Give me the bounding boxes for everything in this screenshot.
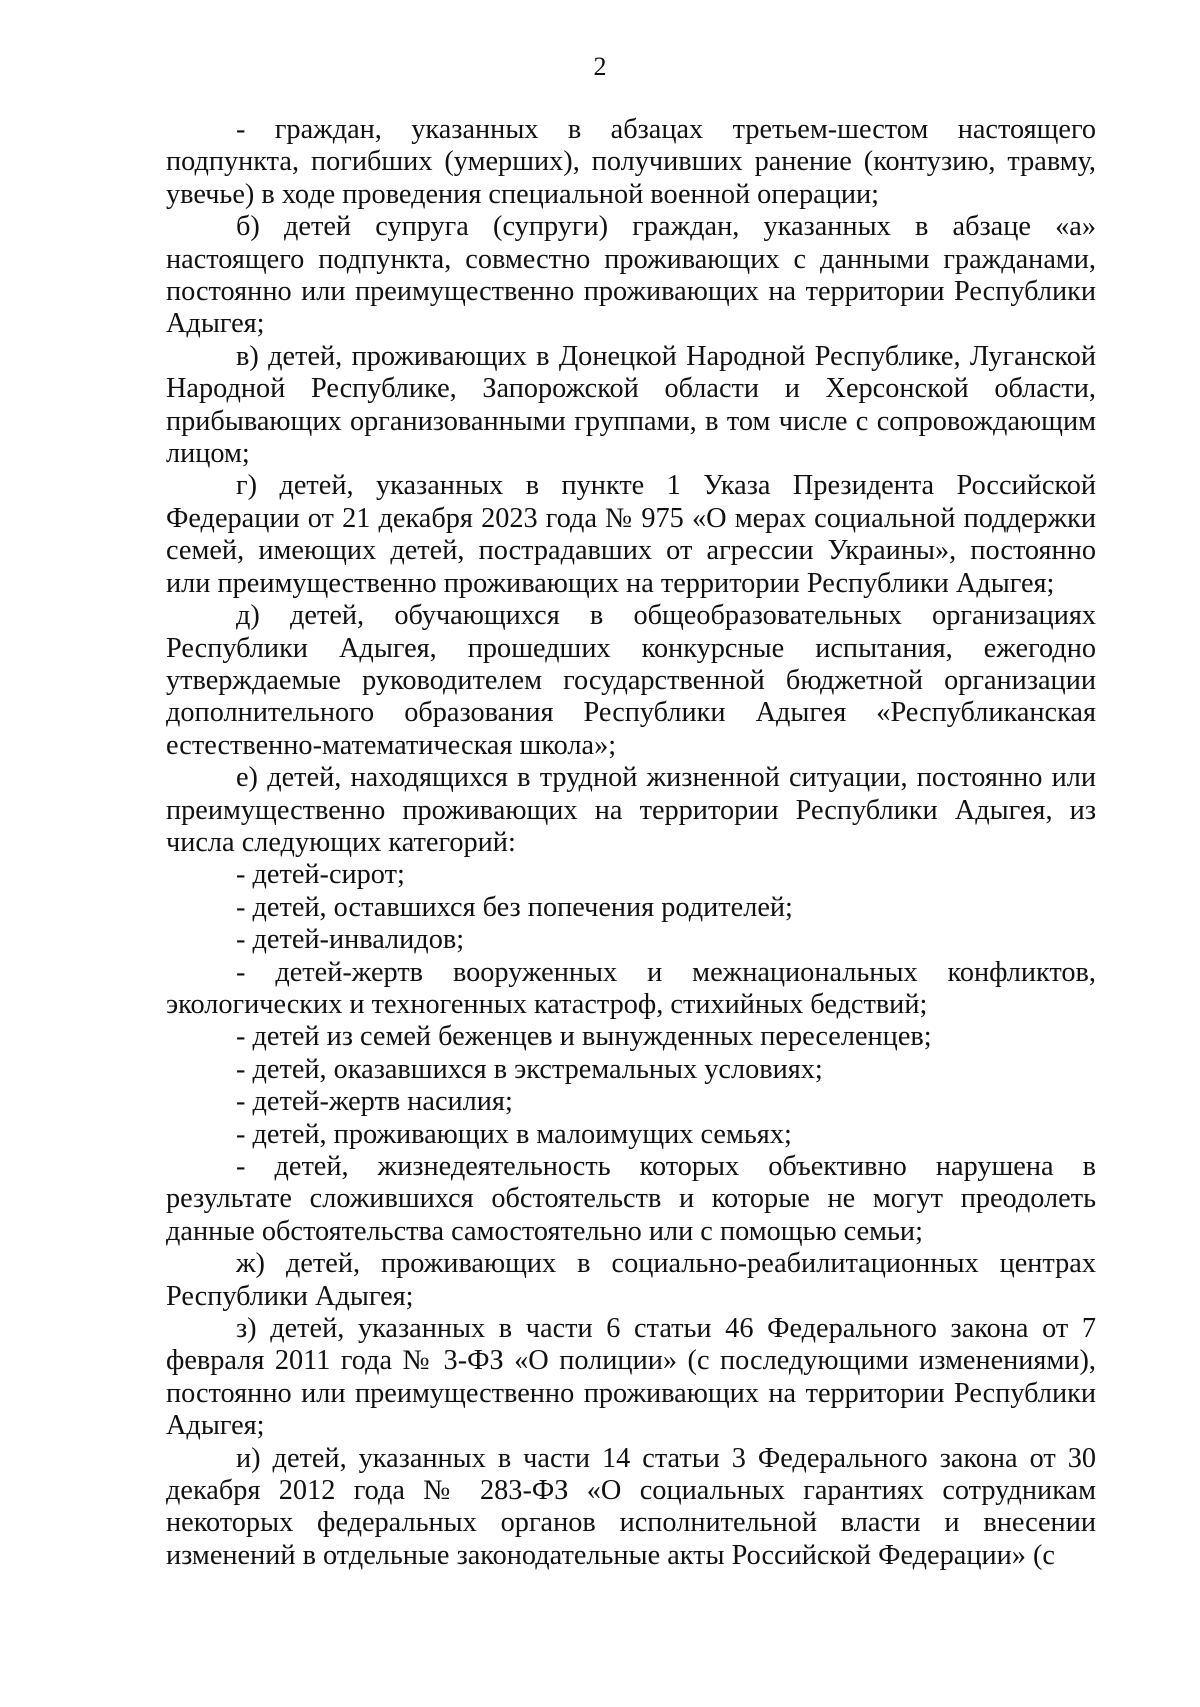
list-item-disrupted-life: - детей, жизнедеятельность которых объективно нарушена в результате сложившихся обстоятельств и которые не могут преодолеть данные обстоятельства самостоятельно или с помощью семьи; [166, 1151, 1096, 1247]
list-item-extreme-conditions: - детей, оказавшихся в экстремальных условиях; [236, 1053, 823, 1085]
paragraph-z: з) детей, указанных в части 6 статьи 46 Федерального закона от 7 февраля 2011 года № 3-ФЗ «О полиции» (с последующими изменениями), постоянно или преимущественно проживающих на территории Республики Адыгея; [166, 1313, 1096, 1442]
list-item-disabled: - детей-инвалидов; [236, 924, 465, 956]
paragraph-i: и) детей, указанных в части 14 статьи 3 Федерального закона от 30 декабря 2012 года № 283-ФЗ «О социальных гарантиях сотрудникам некоторых федеральных органов исполнительной власти и внесении изменений в отдельные законодательные акты Российской Федерации» (с [166, 1442, 1096, 1571]
list-item-low-income: - детей, проживающих в малоимущих семьях; [236, 1118, 792, 1150]
list-item-without-parental-care: - детей, оставшихся без попечения родителей; [236, 891, 793, 923]
document-body [166, 114, 1096, 1572]
list-item-conflict-victims: - детей-жертв вооруженных и межнациональных конфликтов, экологических и техногенных катастроф, стихийных бедствий; [166, 956, 1096, 1020]
paragraph-bullet-citizens: - граждан, указанных в абзацах третьем-шестом настоящего подпункта, погибших (умерших), получивших ранение (контузию, травму, увечье) в ходе проведения специальной военной операции; [166, 114, 1096, 210]
paragraph-v: в) детей, проживающих в Донецкой Народной Республике, Луганской Народной Республике, Запорожской области и Херсонской области, прибывающих организованными группами, в том числе с сопровождающим лицом; [166, 340, 1096, 470]
paragraph-g: г) детей, указанных в пункте 1 Указа Президента Российской Федерации от 21 декабря 2023 года № 975 «О мерах социальной поддержки семей, имеющих детей, пострадавших от агрессии Украины», постоянно или преимущественно проживающих на территории Республики Адыгея; [166, 470, 1096, 599]
list-item-violence-victims: - детей-жертв насилия; [236, 1086, 513, 1118]
paragraph-zh: ж) детей, проживающих в социально-реабилитационных центрах Республики Адыгея; [166, 1248, 1096, 1312]
paragraph-b: б) детей супруга (супруги) граждан, указанных в абзаце «а» настоящего подпункта, совместно проживающих с данными гражданами, постоянно или преимущественно проживающих на территории Республики Адыгея; [166, 211, 1096, 340]
list-item-refugees: - детей из семей беженцев и вынужденных переселенцев; [236, 1021, 932, 1053]
paragraph-e: е) детей, находящихся в трудной жизненной ситуации, постоянно или преимущественно проживающих на территории Республики Адыгея, из числа следующих категорий: [166, 762, 1096, 858]
paragraph-d: д) детей, обучающихся в общеобразовательных организациях Республики Адыгея, прошедших конкурсные испытания, ежегодно утверждаемые руководителем государственной бюджетной организации дополнительного образования Республики Адыгея «Республиканская естественно-математическая школа»; [166, 600, 1096, 761]
list-item-orphans: - детей-сирот; [236, 859, 405, 891]
page-number: 2 [593, 52, 607, 81]
